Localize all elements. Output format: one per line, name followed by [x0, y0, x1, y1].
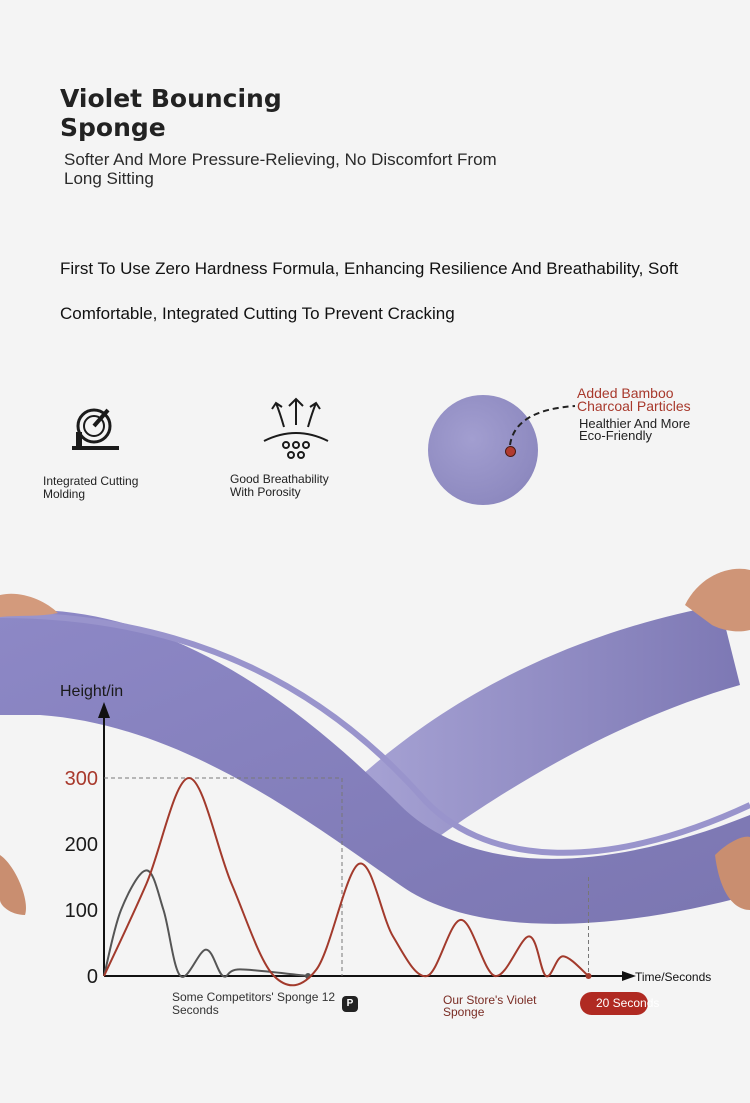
chart-xlabel: Time/Seconds: [635, 970, 712, 984]
cutting-blade-icon: [70, 402, 122, 454]
page-subtitle: Softer And More Pressure-Relieving, No Discomfort From Long Sitting: [64, 150, 497, 188]
page-title: Violet Bouncing Sponge: [60, 84, 282, 142]
charcoal-subtitle: Healthier And More Eco-Friendly: [579, 416, 691, 443]
chart-y-tick-label: 100: [64, 900, 98, 922]
charcoal-callout-line: [505, 400, 585, 450]
chart-y-tick-label: 200: [64, 834, 98, 856]
our-sponge-series-line: [104, 778, 589, 985]
charcoal-title: Added Bamboo Charcoal Particles: [577, 385, 691, 414]
chart-y-arrow: [98, 702, 110, 718]
chart-y-tick-label: 0: [86, 966, 98, 988]
breathability-arrows-icon: [262, 395, 330, 461]
series-end-point: [586, 973, 592, 979]
chart-y-tick-label: 300: [64, 768, 98, 790]
twenty-seconds-badge: 20 Seconds: [580, 992, 648, 1015]
competitor-legend: Some Competitors' Sponge 12 Seconds: [172, 990, 336, 1017]
recovery-chart: [0, 670, 750, 1000]
chart-x-arrow: [622, 971, 636, 981]
our-sponge-legend: Our Store's Violet Sponge: [443, 993, 537, 1019]
feature-label-cutting: Integrated Cutting Molding: [43, 474, 139, 501]
feature-label-breathability: Good Breathability With Porosity: [230, 472, 329, 499]
product-description: First To Use Zero Hardness Formula, Enhancing Resilience And Breathability, Soft Comfortable, Integrated Cutting To Prevent Cracking: [60, 259, 679, 323]
competitor-series-line: [104, 870, 308, 976]
brand-p-icon: P: [342, 996, 358, 1012]
chart-ylabel: Height/in: [60, 683, 124, 700]
